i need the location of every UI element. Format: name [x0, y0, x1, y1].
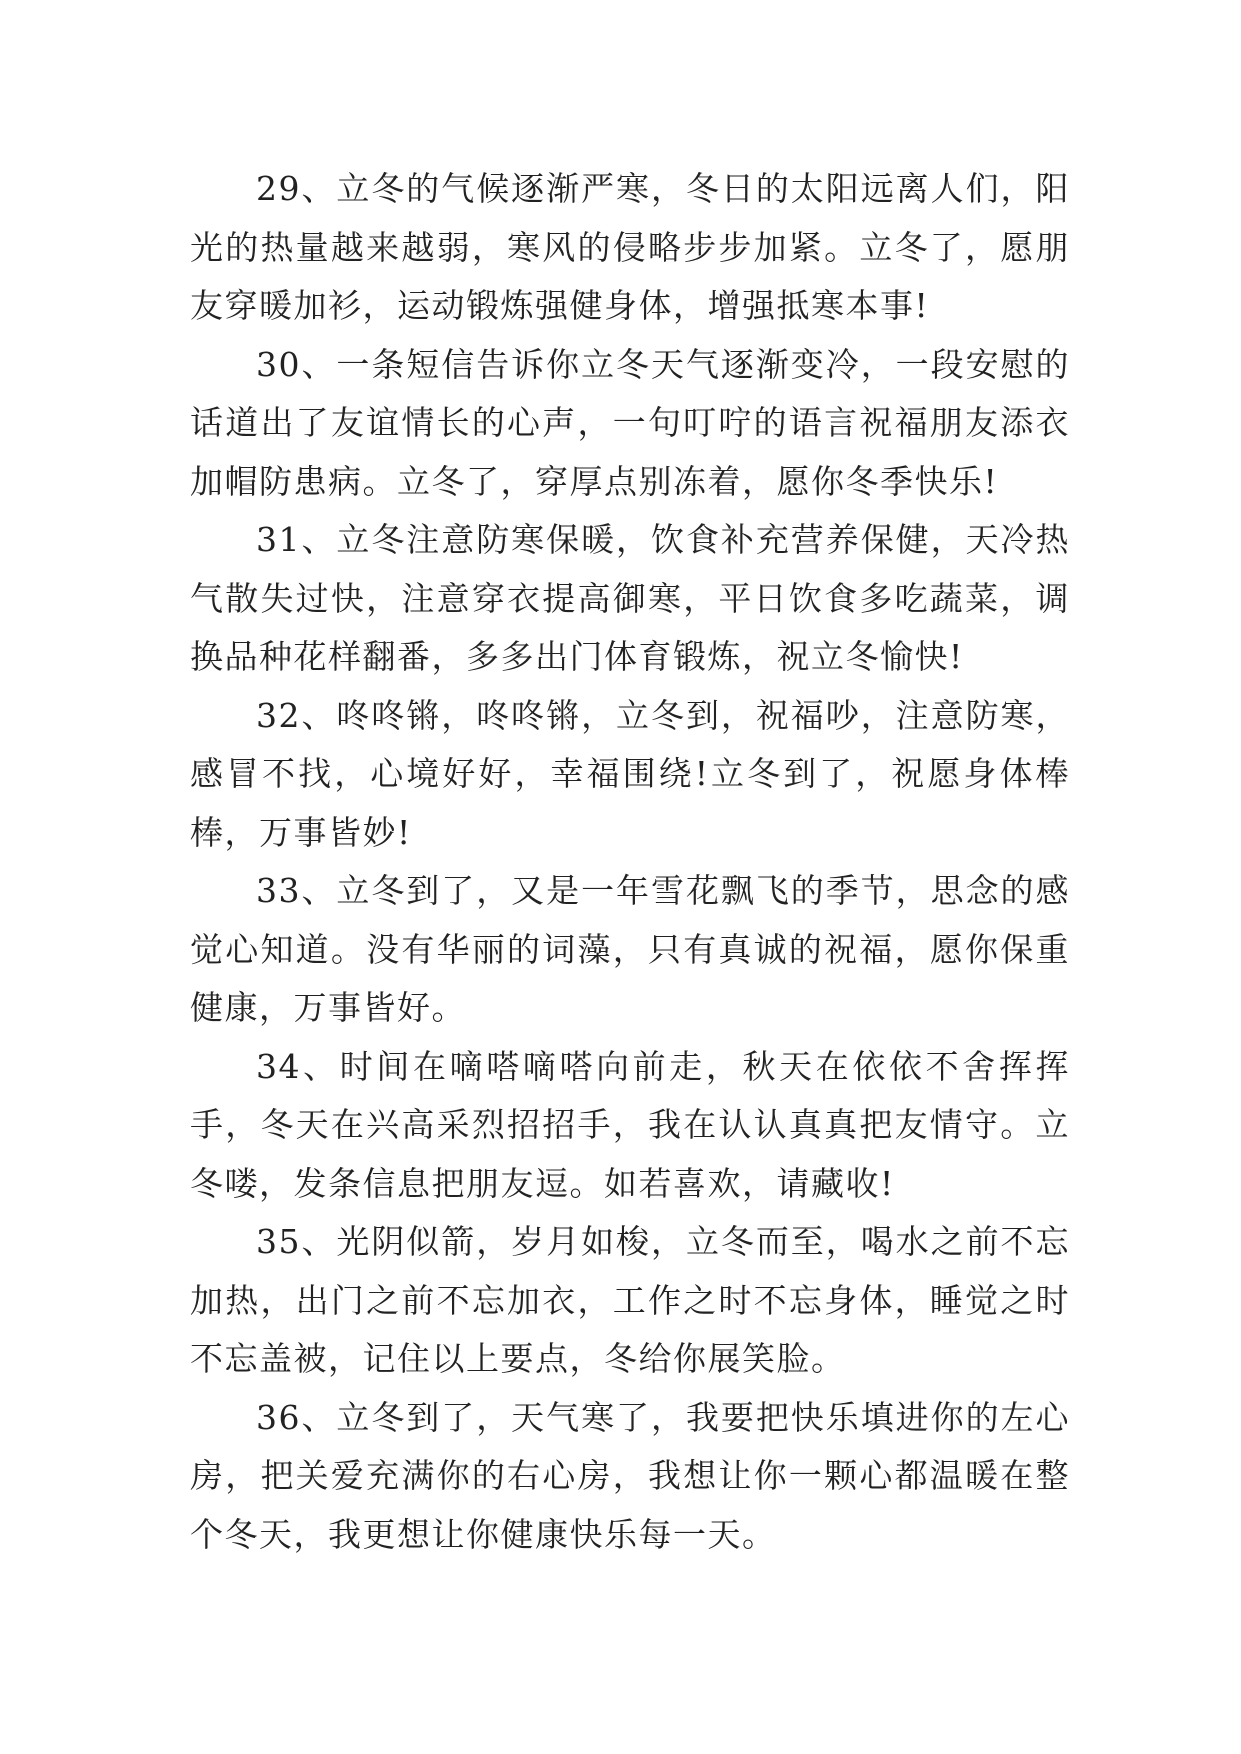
paragraph-36: 36、立冬到了，天气寒了，我要把快乐填进你的左心房，把关爱充满你的右心房，我想让你一颗心都温暖在整个冬天，我更想让你健康快乐每一天。 — [190, 1397, 1070, 1554]
paragraph-29: 29、立冬的气候逐渐严寒，冬日的太阳远离人们，阳光的热量越来越弱，寒风的侵略步步加紧。立冬了，愿朋友穿暖加衫，运动锻炼强健身体，增强抵寒本事! — [190, 169, 1070, 325]
paragraph-33: 33、立冬到了，又是一年雪花飘飞的季节，思念的感觉心知道。没有华丽的词藻，只有真诚的祝福，愿你保重健康，万事皆好。 — [190, 871, 1070, 1027]
paragraph-31: 31、立冬注意防寒保暖，饮食补充营养保健，天冷热气散失过快，注意穿衣提高御寒，平日饮食多吃蔬菜，调换品种花样翻番，多多出门体育锻炼，祝立冬愉快! — [190, 520, 1070, 676]
paragraph-32: 32、咚咚锵，咚咚锵，立冬到，祝福吵，注意防寒，感冒不找，心境好好，幸福围绕!立冬到了，祝愿身体棒棒，万事皆妙! — [190, 695, 1070, 852]
paragraph-34: 34、时间在嘀嗒嘀嗒向前走，秋天在依依不舍挥挥手，冬天在兴高采烈招招手，我在认认真真把友情守。立冬喽，发条信息把朋友逗。如若喜欢，请藏收! — [190, 1046, 1070, 1203]
paragraph-30: 30、一条短信告诉你立冬天气逐渐变冷，一段安慰的话道出了友谊情长的心声，一句叮咛的语言祝福朋友添衣加帽防患病。立冬了，穿厚点别冻着，愿你冬季快乐! — [190, 344, 1070, 501]
paragraph-35: 35、光阴似箭，岁月如梭，立冬而至，喝水之前不忘加热，出门之前不忘加衣，工作之时不忘身体，睡觉之时不忘盖被，记住以上要点，冬给你展笑脸。 — [190, 1222, 1070, 1378]
document-body — [190, 160, 1070, 1564]
